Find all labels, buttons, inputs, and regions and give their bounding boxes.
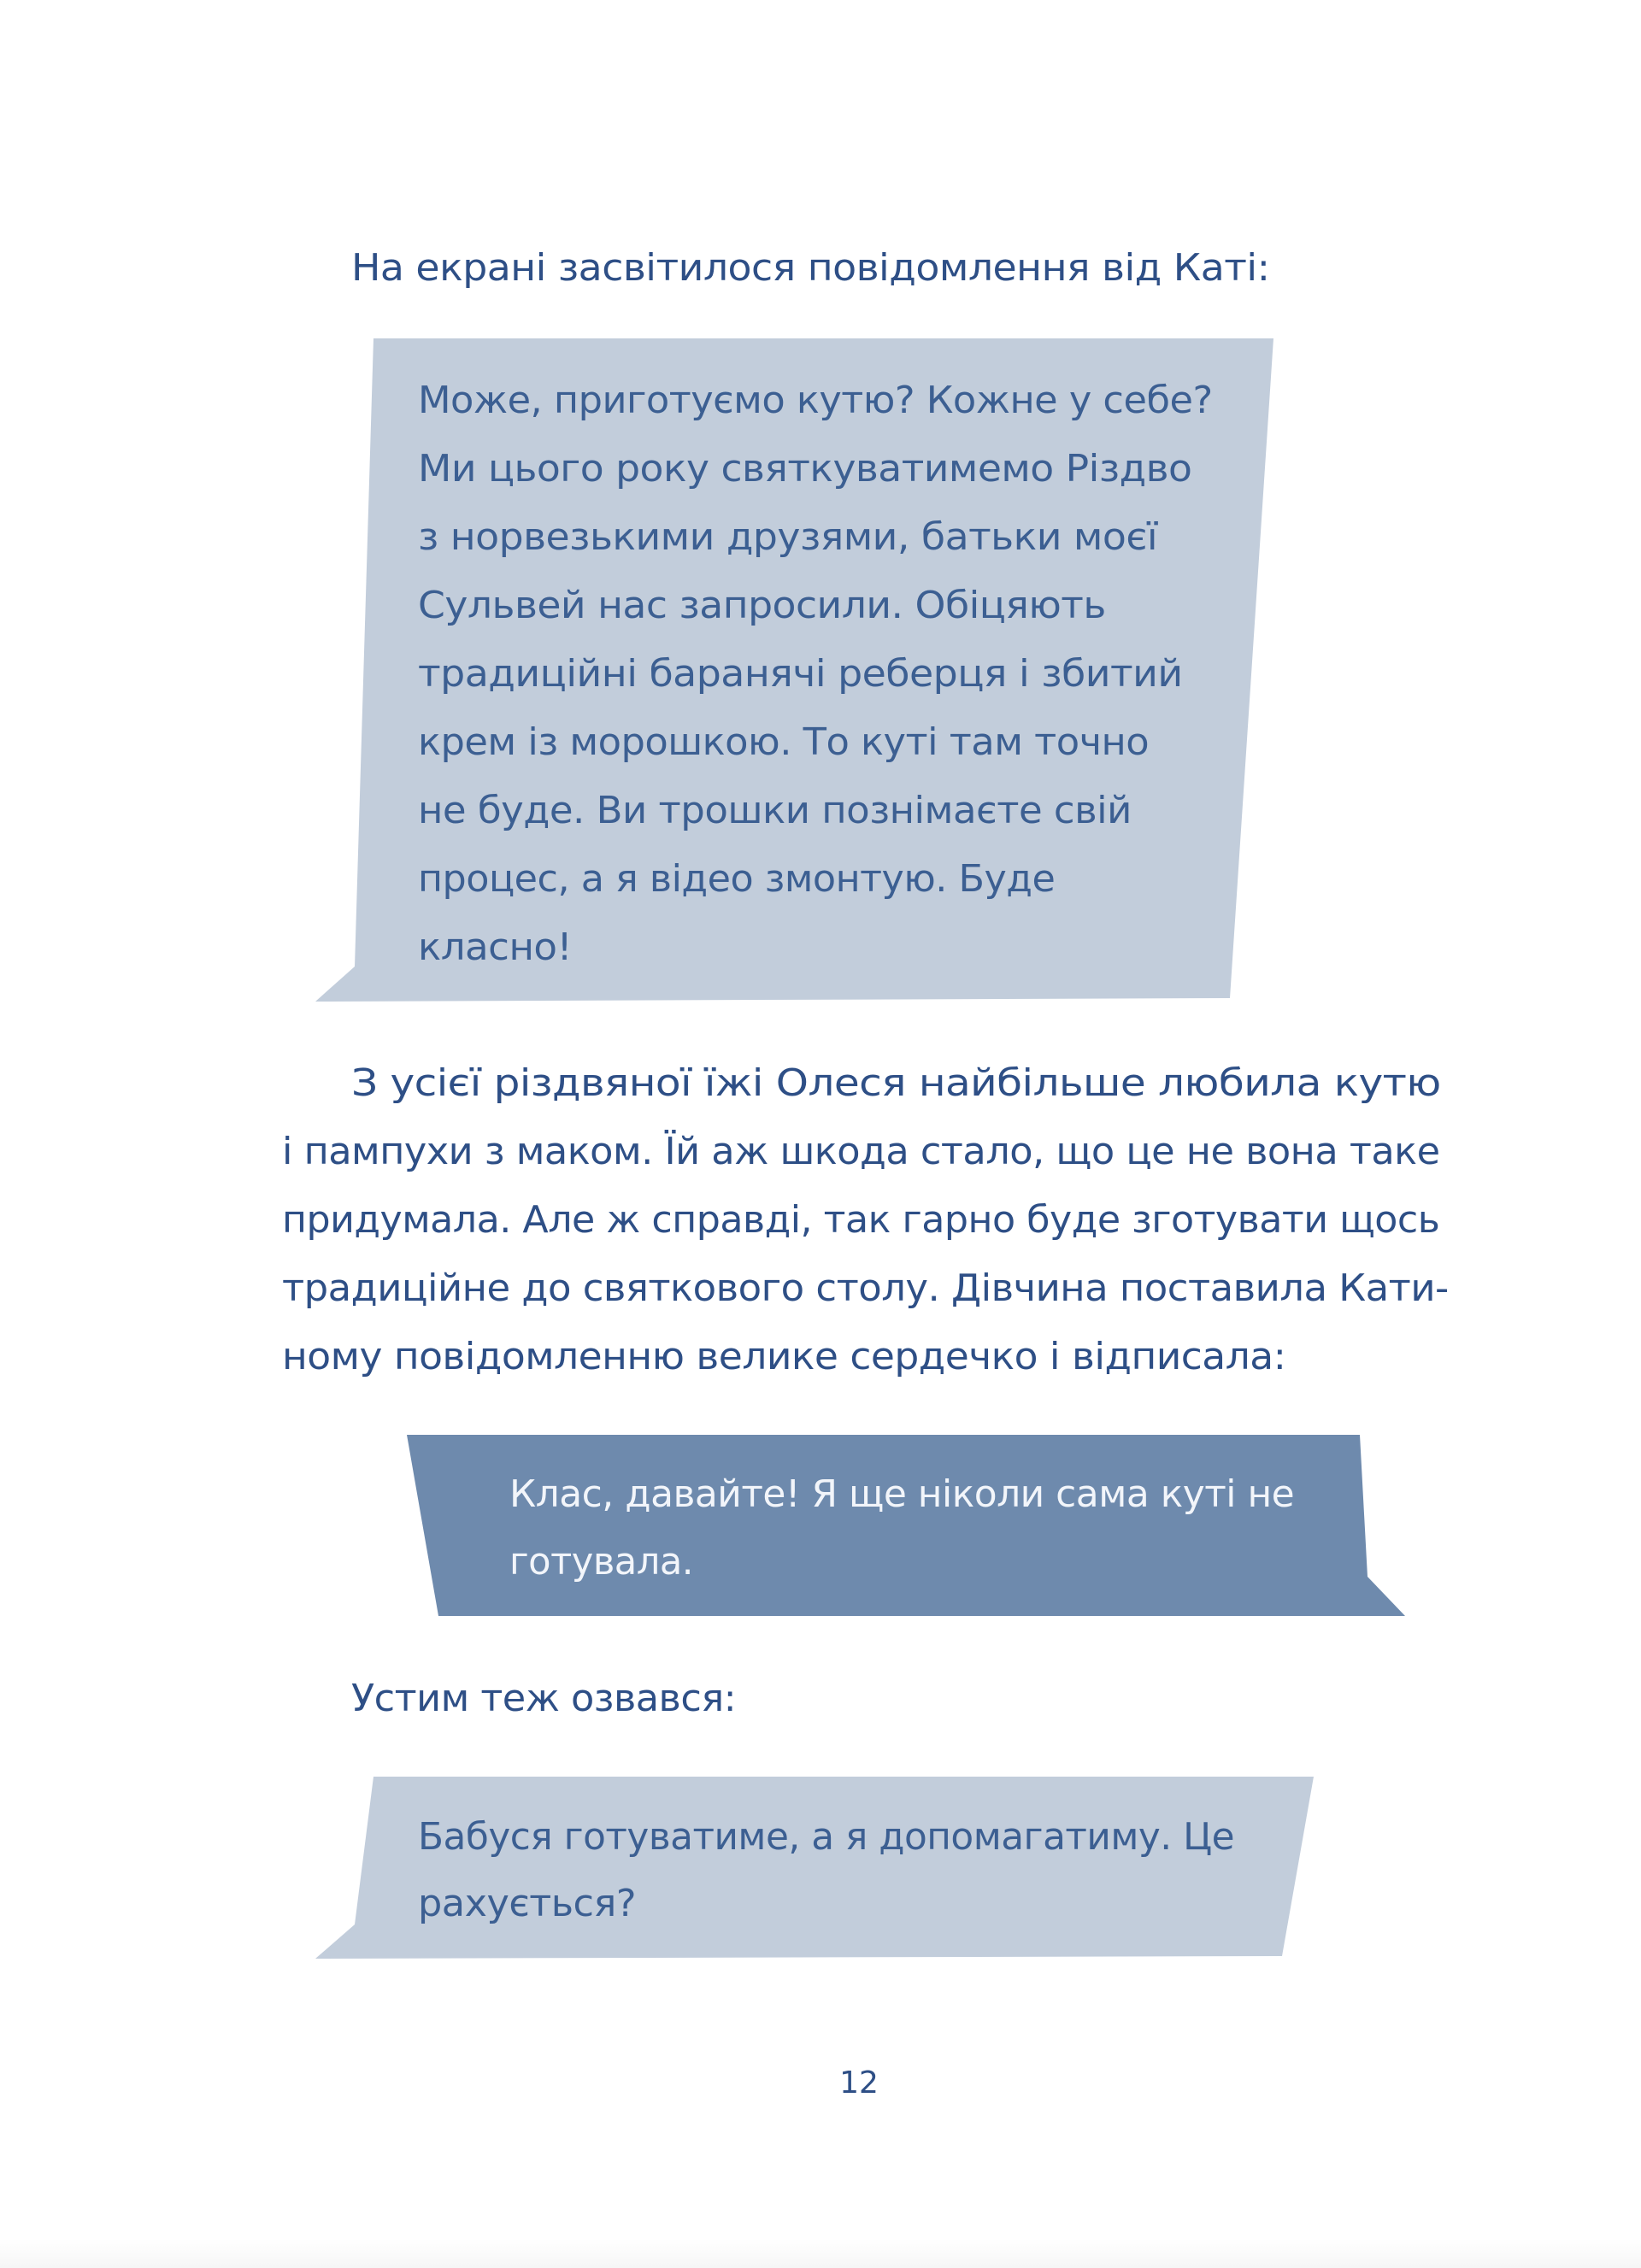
message-line: готувала. <box>509 1540 694 1583</box>
message-line: з норвезькими друзями, батьки моєї <box>418 515 1158 559</box>
message-line: Ми цього року святкуватимемо Різдво <box>418 447 1192 491</box>
paragraph-line: традиційне до святкового столу. Дівчина поставила Кати- <box>282 1266 1449 1310</box>
intro-narration: На екрані засвітилося повідомлення від Каті: <box>351 246 1270 290</box>
message-line: не буде. Ви трошки познімаєте свій <box>418 789 1132 832</box>
paragraph-line: З усієї різдвяної їжі Олеся найбільше любила кутю <box>351 1061 1441 1105</box>
message-line: процес, а я відео змонтую. Буде <box>418 857 1056 901</box>
ustym-narration: Устим теж озвався: <box>351 1677 737 1720</box>
message-line: Може, приготуємо кутю? Кожне у себе? <box>418 379 1213 422</box>
paragraph-line: і пампухи з маком. Їй аж шкода стало, що це не вона таке <box>282 1130 1440 1173</box>
message-line: Бабуся готуватиме, а я допомагатиму. Це <box>418 1815 1235 1859</box>
message-line: Сульвей нас запросили. Обіцяють <box>418 584 1106 627</box>
page-bottom-edge <box>0 2239 1641 2268</box>
paragraph-line: ному повідомленню велике сердечко і відписала: <box>282 1335 1286 1378</box>
paragraph-line: придумала. Але ж справді, так гарно буде зготувати щось <box>282 1198 1440 1242</box>
message-line: класно! <box>418 925 573 969</box>
message-bubble-ustym <box>315 1777 1314 1959</box>
page-number: 12 <box>839 2065 879 2101</box>
message-line: рахується? <box>418 1882 636 1925</box>
message-bubble-olesia <box>407 1435 1405 1616</box>
message-line: Клас, давайте! Я ще ніколи сама куті не <box>509 1472 1295 1516</box>
message-line: традиційні баранячі реберця і збитий <box>418 652 1183 696</box>
message-line: крем із морошкою. То куті там точно <box>418 720 1150 764</box>
